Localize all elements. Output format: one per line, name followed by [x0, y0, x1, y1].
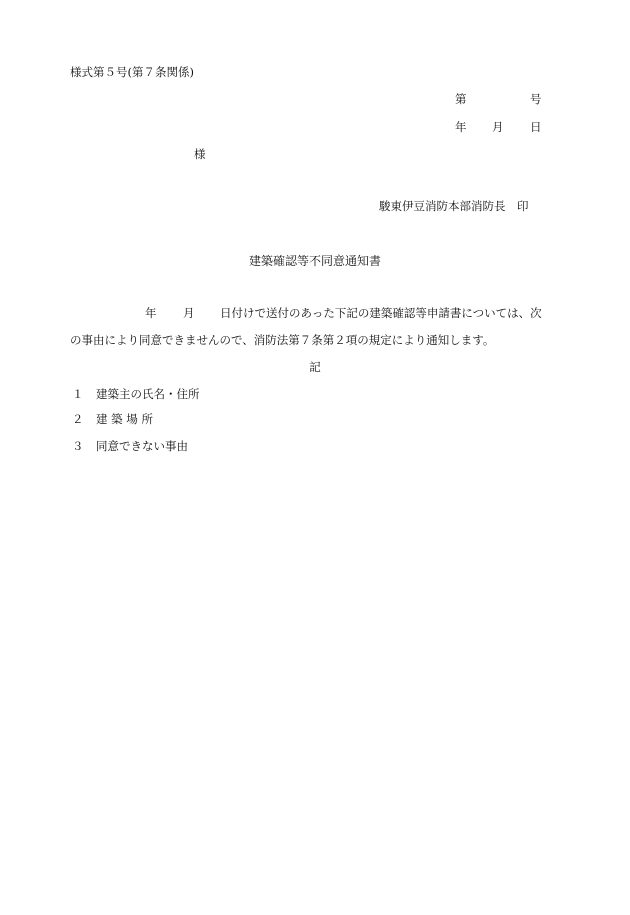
date-year-label: 年 [455, 120, 467, 134]
item-number: １ [72, 387, 84, 401]
addressee-suffix: 様 [194, 147, 206, 161]
list-item [72, 414, 153, 426]
document-number-suffix: 号 [530, 92, 542, 106]
body-year-label: 年 [145, 306, 157, 320]
date-day-label: 日 [530, 120, 542, 134]
item-number: ２ [72, 412, 84, 426]
list-item [72, 441, 188, 453]
item-label: 建 築 場 所 [96, 412, 153, 426]
issuer-signature: 駿東伊豆消防本部消防長 印 [379, 199, 529, 213]
item-label: 建築主の氏名・住所 [96, 387, 200, 401]
form-number: 様式第５号(第７条関係) [70, 65, 194, 79]
item-label: 同意できない事由 [96, 439, 188, 453]
body-line-1-text: 日付けで送付のあった下記の建築確認等申請書については、次 [220, 306, 542, 320]
list-item [72, 389, 200, 401]
item-number: ３ [72, 439, 84, 453]
document-number-prefix: 第 [455, 92, 467, 106]
body-month-label: 月 [183, 306, 195, 320]
date-month-label: 月 [492, 120, 504, 134]
document-title: 建築確認等不同意通知書 [248, 254, 381, 268]
body-line-2: の事由により同意できませんので、消防法第７条第２項の規定により通知します。 [70, 333, 495, 347]
ki-heading: 記 [309, 360, 321, 374]
